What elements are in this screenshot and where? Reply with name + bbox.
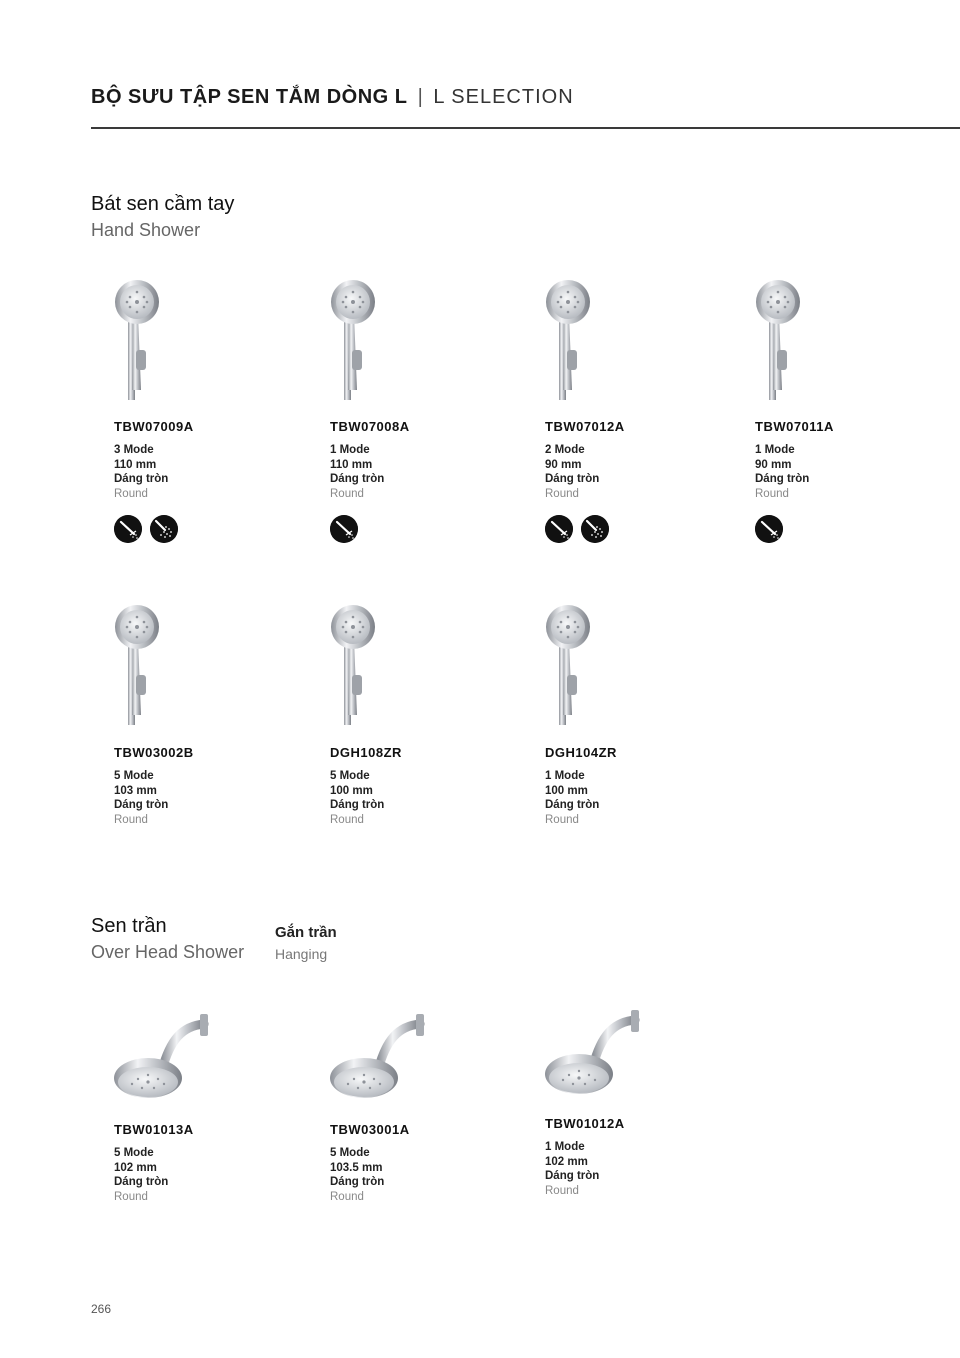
page-number: 266 (91, 1302, 112, 1316)
product-code: DGH108ZR (330, 745, 402, 760)
title-en: L SELECTION (433, 86, 574, 108)
product-mode: 5 Mode (330, 770, 370, 782)
massage-mode-icon (150, 515, 178, 543)
product-size: 102 mm (545, 1155, 588, 1168)
hand-section-title-vi: Bát sen cầm tay (91, 193, 235, 215)
product-shape-vi: Dáng tròn (114, 1176, 169, 1189)
product-code: TBW07011A (755, 419, 834, 434)
product-size: 100 mm (545, 784, 588, 797)
product-shape-vi: Dáng tròn (545, 799, 600, 812)
hand-shower-image (92, 278, 202, 403)
product-size: 90 mm (545, 458, 582, 471)
product-size: 90 mm (755, 458, 792, 471)
product-shape-en: Round (330, 813, 364, 826)
product-size: 110 mm (114, 458, 157, 471)
product-code: DGH104ZR (545, 745, 617, 760)
product-code: TBW07012A (545, 419, 625, 434)
massage-mode-icon (581, 515, 609, 543)
product-shape-vi: Dáng tròn (545, 473, 600, 486)
product-size: 103 mm (114, 784, 157, 797)
product-mode: 1 Mode (755, 444, 795, 456)
product-shape-en: Round (545, 1184, 579, 1197)
product-shape-en: Round (545, 813, 579, 826)
product-mode: 1 Mode (545, 770, 585, 782)
product-size: 110 mm (330, 458, 373, 471)
product-code: TBW03001A (330, 1122, 410, 1137)
spray-mode-icon (545, 515, 573, 543)
product-shape-en: Round (114, 1190, 148, 1203)
product-mode: 5 Mode (330, 1147, 370, 1159)
hand-shower-image (523, 603, 633, 728)
product-shape-vi: Dáng tròn (545, 1170, 600, 1183)
page-title (91, 86, 574, 109)
product-mode: 5 Mode (114, 770, 154, 782)
product-shape-en: Round (114, 813, 148, 826)
product-code: TBW03002B (114, 745, 194, 760)
product-shape-vi: Dáng tròn (755, 473, 810, 486)
product-code: TBW07009A (114, 419, 194, 434)
product-shape-en: Round (545, 487, 579, 500)
product-mode: 1 Mode (545, 1141, 585, 1153)
product-code: TBW07008A (330, 419, 410, 434)
overhead-shower-image (112, 1012, 222, 1102)
hand-shower-image (308, 603, 418, 728)
header-divider (91, 127, 960, 129)
product-shape-en: Round (114, 487, 148, 500)
product-mode: 2 Mode (545, 444, 585, 456)
spray-mode-icon (114, 515, 142, 543)
product-size: 102 mm (114, 1161, 157, 1174)
hand-shower-image (733, 278, 843, 403)
hand-section-title-en: Hand Shower (91, 220, 201, 240)
product-shape-vi: Dáng tròn (330, 1176, 385, 1189)
product-code: TBW01013A (114, 1122, 194, 1137)
product-mode: 5 Mode (114, 1147, 154, 1159)
overhead-section-title-vi: Sen trần (91, 915, 167, 937)
product-mode: 3 Mode (114, 444, 154, 456)
hand-shower-image (92, 603, 202, 728)
title-separator: | (417, 86, 424, 108)
product-shape-vi: Dáng tròn (114, 799, 169, 812)
spray-mode-icon (330, 515, 358, 543)
overhead-shower-image (543, 1008, 653, 1098)
product-code: TBW01012A (545, 1116, 625, 1131)
product-shape-en: Round (755, 487, 789, 500)
product-shape-vi: Dáng tròn (114, 473, 169, 486)
product-size: 100 mm (330, 784, 373, 797)
spray-mode-icon (755, 515, 783, 543)
title-vi: BỘ SƯU TẬP SEN TẮM DÒNG L (91, 86, 408, 108)
overhead-subsection-title-vi: Gắn trần (275, 924, 337, 941)
hand-shower-image (523, 278, 633, 403)
overhead-shower-image (328, 1012, 438, 1102)
product-mode: 1 Mode (330, 444, 370, 456)
product-size: 103.5 mm (330, 1161, 383, 1174)
product-shape-en: Round (330, 487, 364, 500)
overhead-section-title-en: Over Head Shower (91, 942, 245, 962)
overhead-subsection-title-en: Hanging (275, 946, 328, 962)
product-shape-vi: Dáng tròn (330, 473, 385, 486)
hand-shower-image (308, 278, 418, 403)
product-shape-vi: Dáng tròn (330, 799, 385, 812)
product-shape-en: Round (330, 1190, 364, 1203)
